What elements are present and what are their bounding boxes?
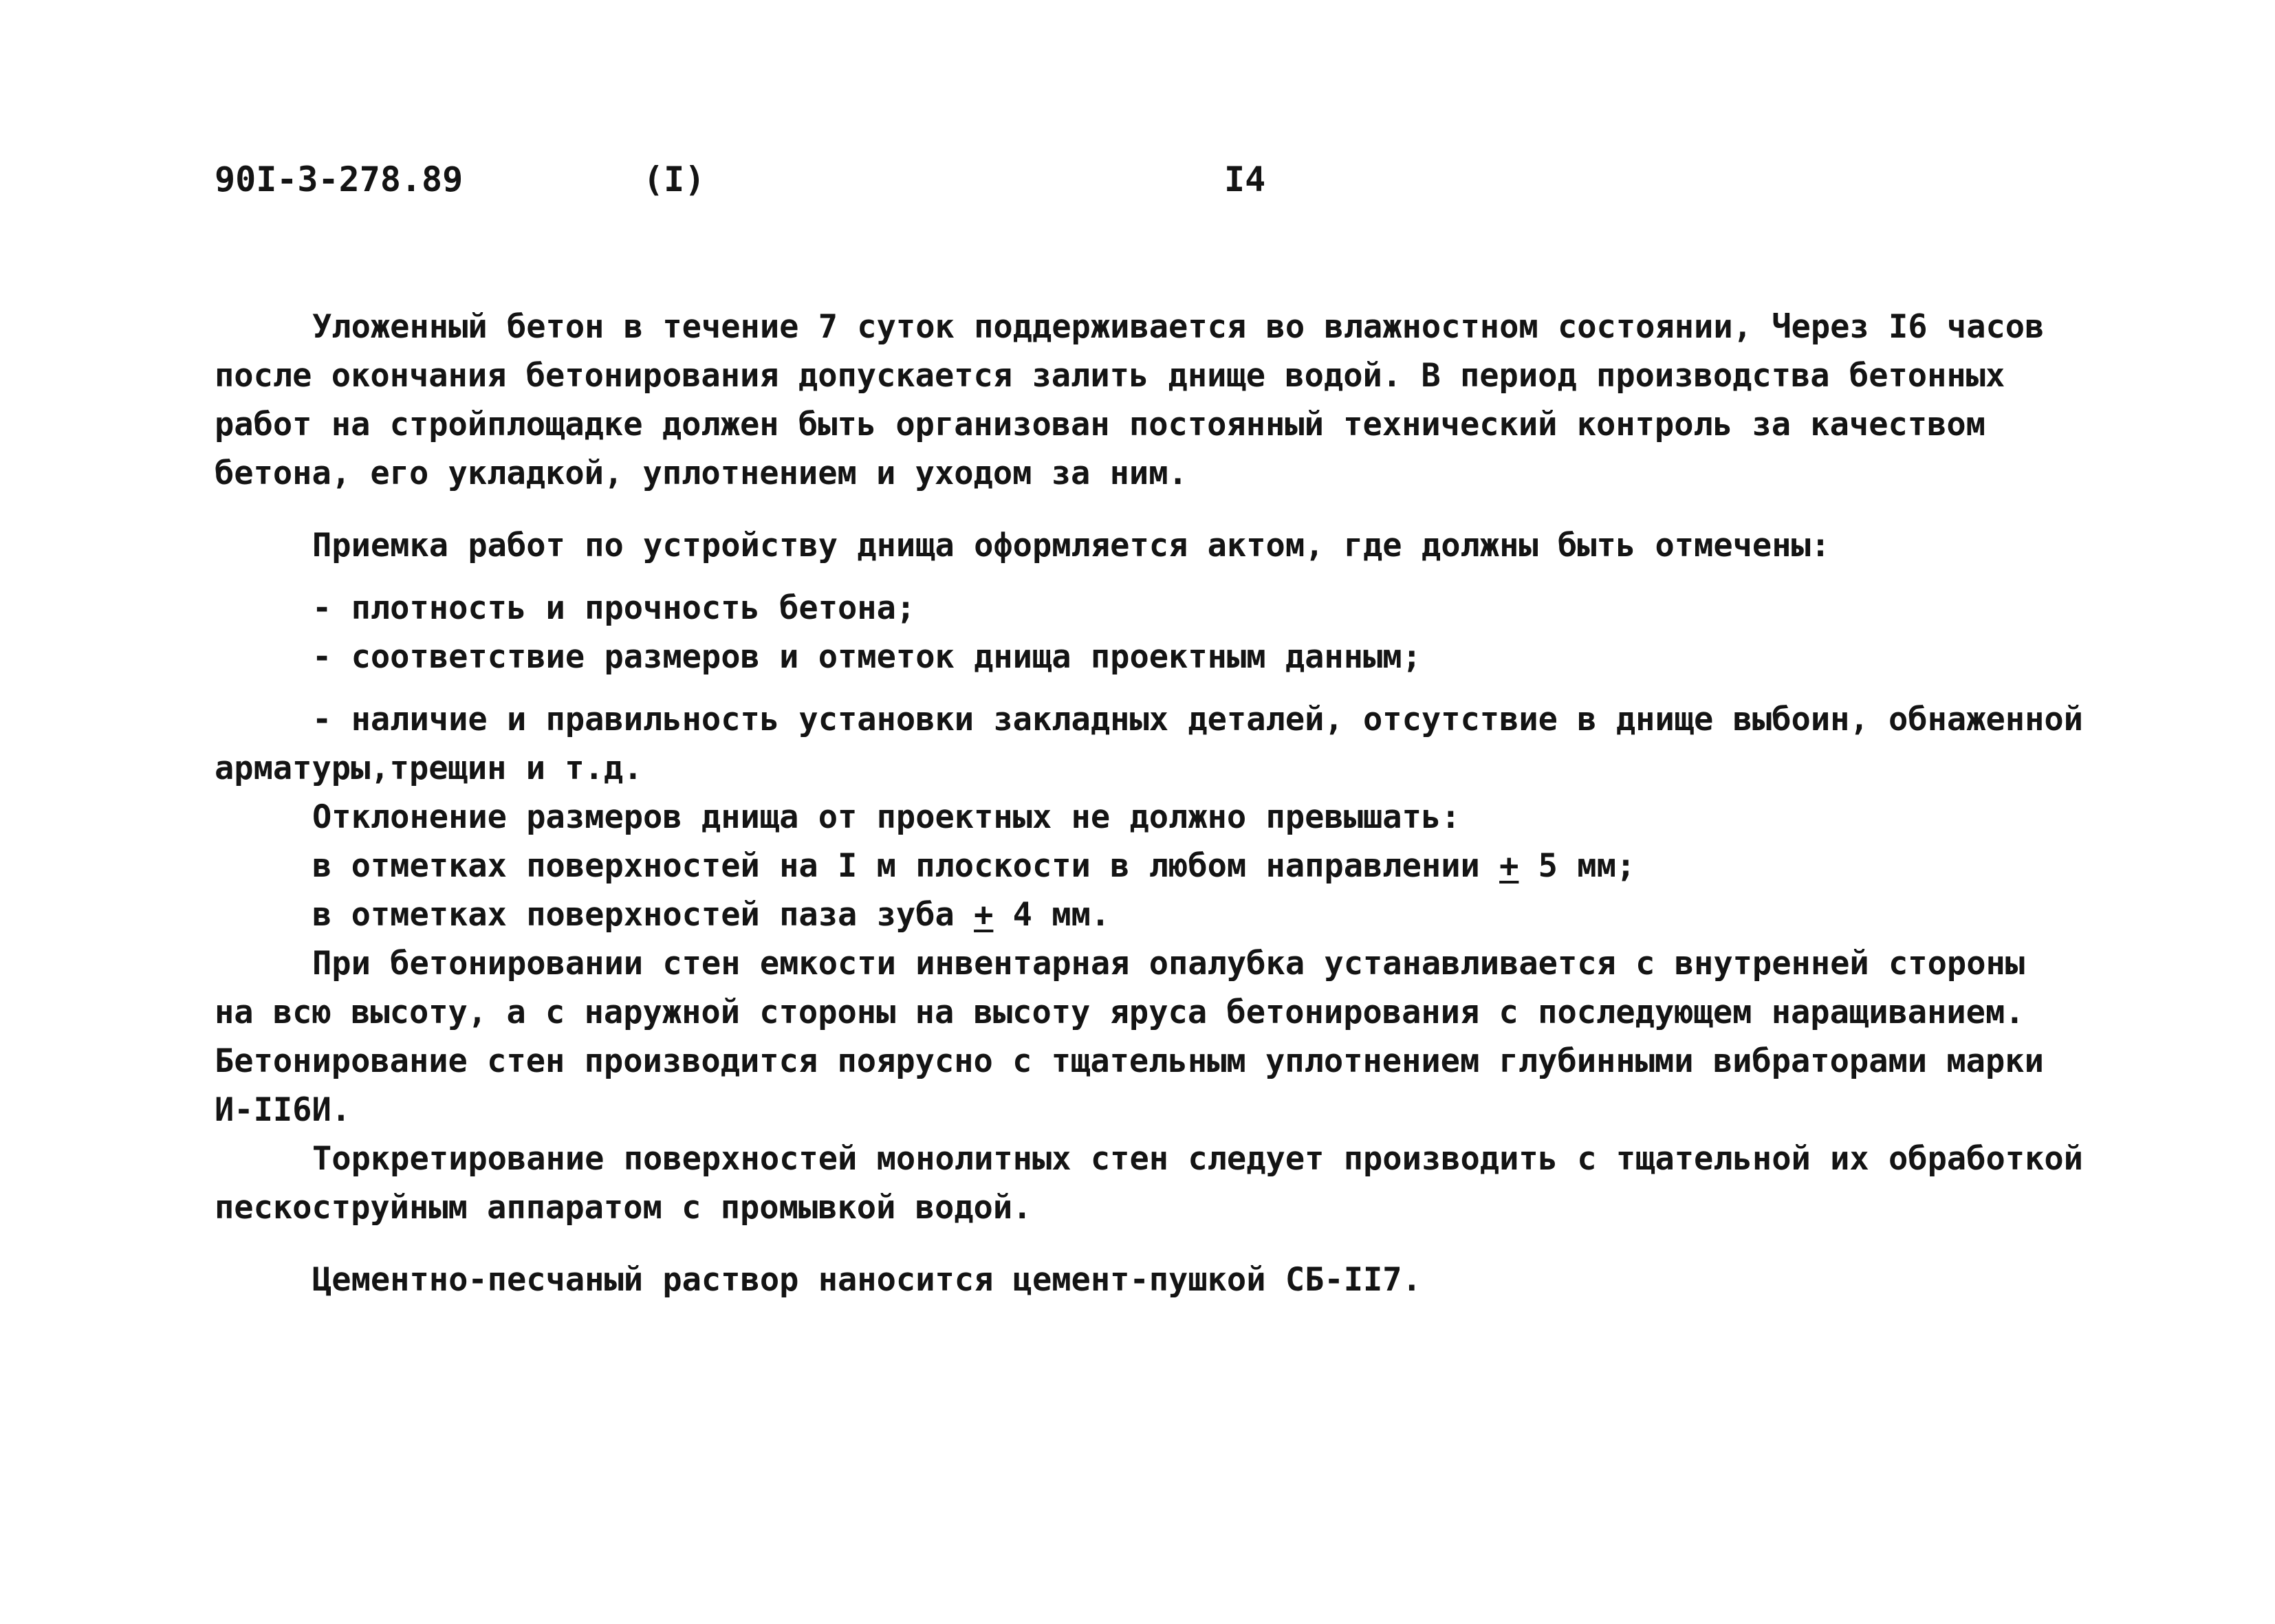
- deviation-text: в отметках поверхностей паза зуба: [312, 896, 975, 934]
- paragraph-deviation: Отклонение размеров днища от проектных не должно превышать:: [312, 798, 1461, 836]
- list-item: - соответствие размеров и отметок днища проектным данным;: [312, 638, 1422, 676]
- plus-minus-sign: +: [974, 896, 994, 934]
- document-code: 90I-3-278.89: [215, 160, 464, 199]
- document-body: [215, 303, 2085, 1304]
- paragraph-line: Уложенный бетон в течение 7 суток поддерживается во влажностном состоянии, Через I6 часов: [312, 308, 2045, 346]
- paragraph-line: При бетонировании стен емкости инвентарная опалубка устанавливается с внутренней стороны: [312, 945, 2025, 983]
- paragraph-acceptance: Приемка работ по устройству днища оформляется актом, где должны быть отмечены:: [312, 527, 1831, 564]
- paragraph-line: бетона, его укладкой, уплотнением и уходом за ним.: [215, 454, 1188, 492]
- deviation-line: [215, 842, 2085, 890]
- paragraph-line: работ на стройплощадке должен быть организован постоянный технический контроль за качеством: [215, 406, 1985, 443]
- paragraph-line: после окончания бетонирования допускается залить днище водой. В период производства бетонных: [215, 357, 2005, 395]
- paragraph-line: на всю высоту, а с наружной стороны на высоту яруса бетонирования с последующем наращиванием.: [215, 994, 2025, 1031]
- deviation-value: 4 мм.: [993, 896, 1111, 934]
- list-item: - наличие и правильность установки закладных деталей, отсутствие в днище выбоин, обнаженной: [312, 701, 2083, 738]
- page-number: I4: [1224, 160, 1266, 199]
- list-item-continuation: арматуры,трещин и т.д.: [215, 749, 643, 787]
- paragraph-line: Бетонирование стен производится поярусно с тщательным уплотнением глубинными вибраторами марки: [215, 1042, 2044, 1080]
- list-item: - плотность и прочность бетона;: [312, 589, 916, 627]
- deviation-text: в отметках поверхностей на I м плоскости в любом направлении: [312, 847, 1500, 885]
- paragraph-line: пескоструйным аппаратом с промывкой водой.: [215, 1189, 1032, 1227]
- deviation-value: 5 мм;: [1519, 847, 1636, 885]
- page-header: [0, 160, 2275, 208]
- plus-minus-sign: +: [1499, 847, 1519, 885]
- paragraph-mortar: Цементно-песчаный раствор наносится цемент-пушкой СБ-II7.: [312, 1261, 1422, 1299]
- deviation-line: [215, 890, 2085, 939]
- paragraph-line: Торкретирование поверхностей монолитных стен следует производить с тщательной их обработкой: [312, 1140, 2083, 1178]
- paragraph-line: И-II6И.: [215, 1091, 351, 1129]
- part-number: (I): [643, 160, 706, 199]
